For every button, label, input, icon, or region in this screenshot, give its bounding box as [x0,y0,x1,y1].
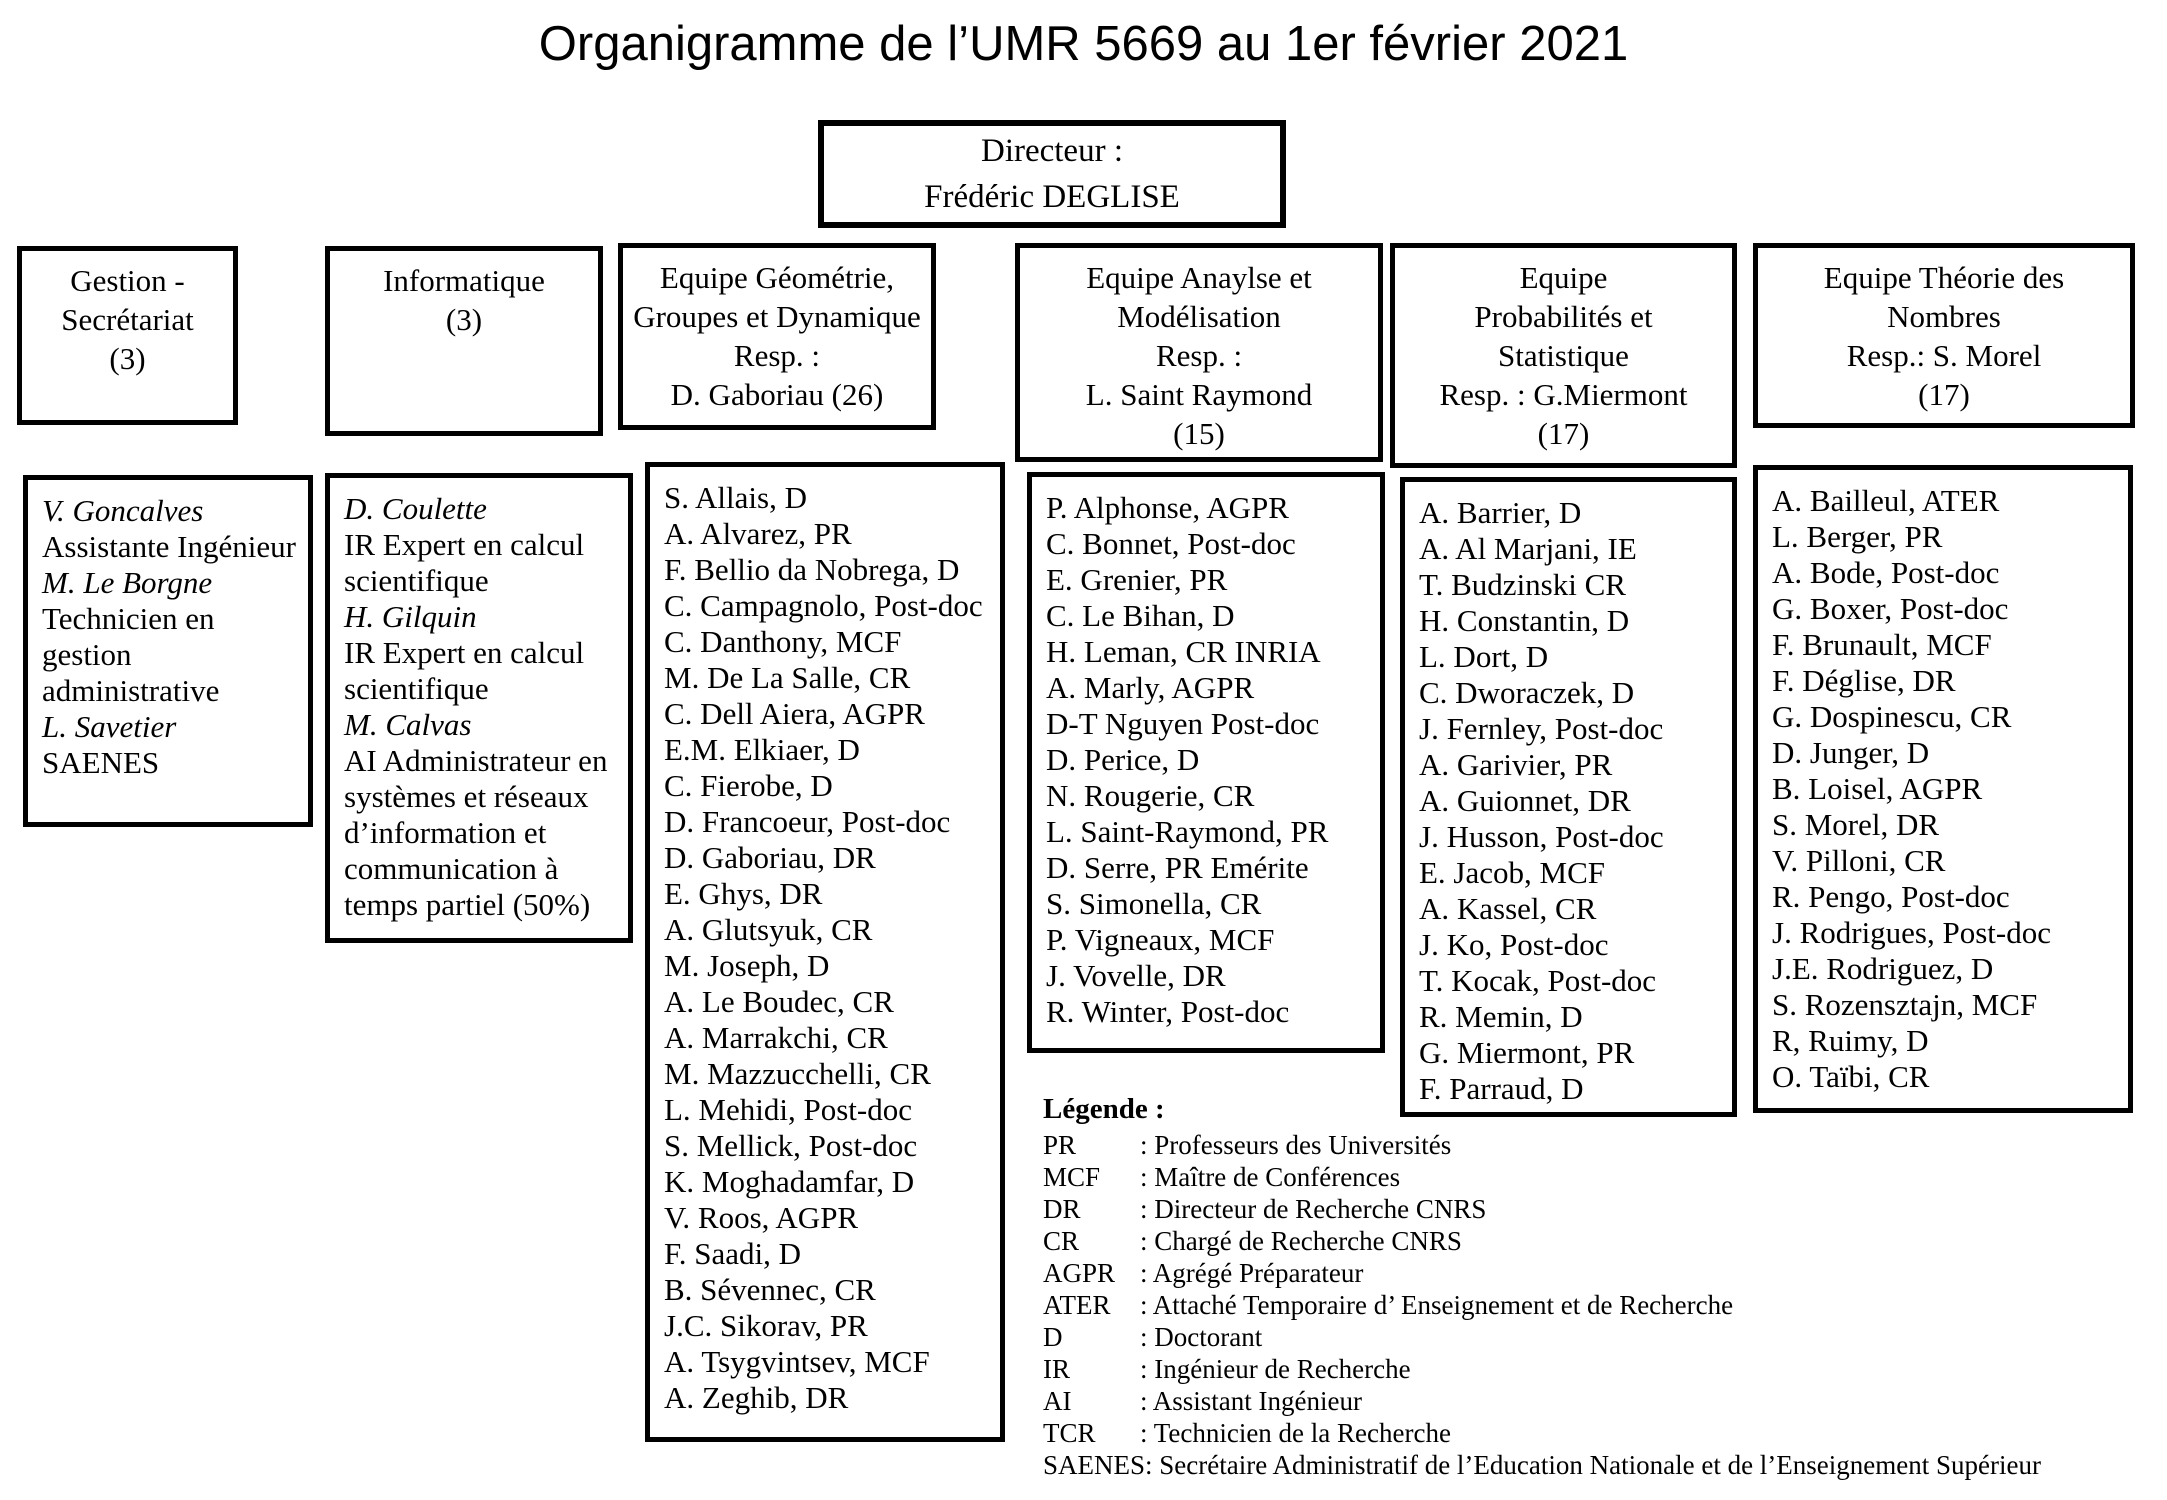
director-name: Frédéric DEGLISE [924,179,1180,215]
member-role: Assistante Ingénieur [42,529,296,564]
member: M. Joseph, D [664,948,830,983]
member: H. Constantin, D [1419,603,1630,638]
staff-member [344,707,622,923]
legend-entry [1043,1321,2163,1353]
member: J.E. Rodriguez, D [1772,951,1994,986]
dept-header-lines [1824,258,2064,414]
member: C. Danthony, MCF [664,624,902,659]
member: J. Vovelle, DR [1046,958,1226,993]
member: A. Alvarez, PR [664,516,852,551]
member-name: L. Savetier [42,709,177,744]
dept-header-line: Resp. : G.Miermont [1439,377,1688,412]
staff-member [344,599,622,707]
dept-header-informatique [325,246,603,436]
members-box-gestion-secretariat [23,475,313,827]
member: S. Allais, D [664,480,807,515]
dept-header-gestion-secretariat [17,246,238,425]
member: D. Gaboriau, DR [664,840,876,875]
member: A. Bailleul, ATER [1772,483,2000,518]
staff-member [42,709,302,781]
member: C. Dworaczek, D [1419,675,1635,710]
dept-header-equipe-analyse [1015,243,1383,462]
staff-member [42,493,302,565]
member: N. Rougerie, CR [1046,778,1255,813]
legend-desc: : Professeurs des Universités [1140,1129,1451,1161]
member: F. Bellio da Nobrega, D [664,552,960,587]
member-role: AI Administrateur en systèmes et réseaux d’information et communication à temps partiel (50%) [344,743,608,922]
dept-header-lines [633,258,921,414]
legend-entry [1043,1449,2163,1481]
member-name: M. Le Borgne [42,565,213,600]
dept-header-line: Equipe Théorie des [1823,260,2065,295]
legend-desc: : Directeur de Recherche CNRS [1140,1193,1486,1225]
dept-header-equipe-theorie-nombres [1753,243,2135,428]
dept-header-line: Resp.: S. Morel [1846,338,2042,373]
member-role: Technicien en gestion administrative [42,601,220,708]
member-list [42,493,302,781]
member: J.C. Sikorav, PR [664,1308,868,1343]
member: A. Tsygvintsev, MCF [664,1344,930,1379]
member: F. Déglise, DR [1772,663,1956,698]
legend-desc: : Doctorant [1140,1321,1262,1353]
member: F. Brunault, MCF [1772,627,1992,662]
dept-header-lines [61,261,194,378]
member: E. Jacob, MCF [1419,855,1605,890]
legend-abbr: D [1043,1322,1063,1352]
member: G. Dospinescu, CR [1772,699,2012,734]
member: F. Parraud, D [1419,1071,1584,1106]
staff-member [42,565,302,709]
dept-header-line: Equipe [1519,260,1608,295]
member: A. Kassel, CR [1419,891,1597,926]
member: R. Memin, D [1419,999,1583,1034]
member: P. Alphonse, AGPR [1046,490,1289,525]
legend-entry [1043,1225,2163,1257]
dept-header-line: Equipe Anaylse et [1086,260,1312,295]
member: A. Zeghib, DR [664,1380,849,1415]
dept-header-line: Secrétariat [61,302,194,337]
member: P. Vigneaux, MCF [1046,922,1275,957]
legend-entry [1043,1385,2163,1417]
director-box [818,120,1286,228]
member-list [1419,495,1726,1107]
dept-header-line: Gestion - [70,263,185,298]
dept-header-lines [383,261,545,339]
member: D-T Nguyen Post-doc [1046,706,1320,741]
legend-desc: : Assistant Ingénieur [1140,1385,1362,1417]
dept-header-line: (15) [1173,416,1225,451]
member-list [664,480,994,1416]
legend-abbr: DR [1043,1194,1081,1224]
members-box-equipe-analyse [1027,472,1385,1053]
member: L. Dort, D [1419,639,1549,674]
dept-header-line: Resp. : [1155,338,1243,373]
legend-abbr: AI [1043,1386,1072,1416]
dept-header-line: D. Gaboriau (26) [670,377,884,412]
legend-desc: : Secrétaire Administratif de l’Education Nationale et de l’Enseignement Supérieur [1145,1449,2041,1481]
member: R, Ruimy, D [1772,1023,1929,1058]
member: E. Grenier, PR [1046,562,1228,597]
dept-header-line: Equipe Géométrie, [659,260,895,295]
member: L. Berger, PR [1772,519,1943,554]
member: D. Perice, D [1046,742,1200,777]
legend-entry [1043,1129,2163,1161]
dept-header-line: (17) [1537,416,1590,451]
member: V. Roos, AGPR [664,1200,859,1235]
member: S. Simonella, CR [1046,886,1262,921]
member: O. Taïbi, CR [1772,1059,1930,1094]
dept-header-line: Groupes et Dynamique [633,299,921,334]
member: M. Mazzucchelli, CR [664,1056,931,1091]
member: S. Mellick, Post-doc [664,1128,918,1163]
member: J. Fernley, Post-doc [1419,711,1664,746]
member: R. Pengo, Post-doc [1772,879,2010,914]
member: E. Ghys, DR [664,876,823,911]
legend-desc: : Chargé de Recherche CNRS [1140,1225,1462,1257]
member: G. Boxer, Post-doc [1772,591,2009,626]
legend-entry [1043,1417,2163,1449]
member: G. Miermont, PR [1419,1035,1635,1070]
legend-entry [1043,1193,2163,1225]
legend-abbr: IR [1043,1354,1070,1384]
member: J. Rodrigues, Post-doc [1772,915,2051,950]
legend-abbr: AGPR [1043,1258,1116,1288]
legend-desc: : Agrégé Préparateur [1140,1257,1363,1289]
member: A. Barrier, D [1419,495,1582,530]
legend-entry [1043,1353,2163,1385]
member: H. Leman, CR INRIA [1046,634,1321,669]
legend [1043,1093,2163,1481]
member: A. Marrakchi, CR [664,1020,888,1055]
member: A. Le Boudec, CR [664,984,894,1019]
dept-header-line: (3) [445,302,483,337]
member: B. Sévennec, CR [664,1272,876,1307]
member: D. Junger, D [1772,735,1930,770]
member: C. Dell Aiera, AGPR [664,696,925,731]
members-box-informatique [325,473,633,943]
legend-desc: : Maître de Conférences [1140,1161,1400,1193]
legend-abbr: SAENES [1043,1450,1146,1480]
director-label: Directeur : [980,133,1123,169]
member: D. Serre, PR Emérite [1046,850,1309,885]
members-box-equipe-theorie-nombres [1753,465,2133,1113]
dept-header-lines [1086,258,1312,453]
dept-header-line: Probabilités et [1474,299,1653,334]
dept-header-equipe-probabilites [1390,243,1737,468]
member-role: IR Expert en calcul scientifique [344,635,585,706]
member: C. Fierobe, D [664,768,833,803]
legend-abbr: ATER [1043,1290,1111,1320]
page-title: Organigramme de l’UMR 5669 au 1er février 2021 [538,17,1629,71]
member: V. Pilloni, CR [1772,843,1946,878]
dept-header-line: Informatique [383,263,545,298]
member-role: IR Expert en calcul scientifique [344,527,585,598]
member-list [344,491,622,923]
member: F. Saadi, D [664,1236,802,1271]
member: B. Loisel, AGPR [1772,771,1983,806]
member-name: V. Goncalves [42,493,204,528]
legend-entry [1043,1257,2163,1289]
legend-abbr: CR [1043,1226,1080,1256]
member: C. Campagnolo, Post-doc [664,588,983,623]
member: T. Budzinski CR [1419,567,1626,602]
members-box-equipe-geometrie [645,462,1005,1442]
member-role: SAENES [42,745,160,780]
member-name: H. Gilquin [344,599,477,634]
legend-desc: : Technicien de la Recherche [1140,1417,1451,1449]
member: M. De La Salle, CR [664,660,911,695]
legend-title: Légende : [1043,1093,1165,1125]
legend-abbr: TCR [1043,1418,1096,1448]
member-list [1046,490,1374,1030]
member: L. Saint-Raymond, PR [1046,814,1329,849]
member: A. Guionnet, DR [1419,783,1631,818]
dept-header-line: (17) [1918,377,1970,412]
legend-abbr: MCF [1043,1162,1101,1192]
member: A. Glutsyuk, CR [664,912,873,947]
member: J. Husson, Post-doc [1419,819,1664,854]
member-name: D. Coulette [344,491,487,526]
members-box-equipe-probabilites [1400,477,1737,1117]
member-name: M. Calvas [344,707,472,742]
dept-header-line: Statistique [1498,338,1629,373]
member: R. Winter, Post-doc [1046,994,1290,1029]
member: S. Rozensztajn, MCF [1772,987,2038,1022]
member: K. Moghadamfar, D [664,1164,915,1199]
legend-desc: : Ingénieur de Recherche [1140,1353,1411,1385]
member: D. Francoeur, Post-doc [664,804,951,839]
member-list [1772,483,2122,1095]
member: E.M. Elkiaer, D [664,732,860,767]
member: A. Al Marjani, IE [1419,531,1637,566]
dept-header-line: Modélisation [1117,299,1281,334]
dept-header-line: Resp. : [733,338,821,373]
legend-desc: : Attaché Temporaire d’ Enseignement et de Recherche [1140,1289,1733,1321]
legend-entry [1043,1289,2163,1321]
member: J. Ko, Post-doc [1419,927,1609,962]
member: L. Mehidi, Post-doc [664,1092,912,1127]
dept-header-line: L. Saint Raymond [1085,377,1313,412]
member: A. Marly, AGPR [1046,670,1255,705]
staff-member [344,491,622,599]
dept-header-line: Nombres [1887,299,2001,334]
member: A. Bode, Post-doc [1772,555,2000,590]
member: C. Le Bihan, D [1046,598,1235,633]
dept-header-line: (3) [109,341,146,376]
legend-entries [1043,1129,2163,1481]
dept-header-equipe-geometrie [618,243,936,430]
dept-header-lines [1440,258,1688,453]
member: T. Kocak, Post-doc [1419,963,1657,998]
member: S. Morel, DR [1772,807,1940,842]
legend-entry [1043,1161,2163,1193]
member: A. Garivier, PR [1419,747,1613,782]
legend-abbr: PR [1043,1130,1077,1160]
member: C. Bonnet, Post-doc [1046,526,1296,561]
